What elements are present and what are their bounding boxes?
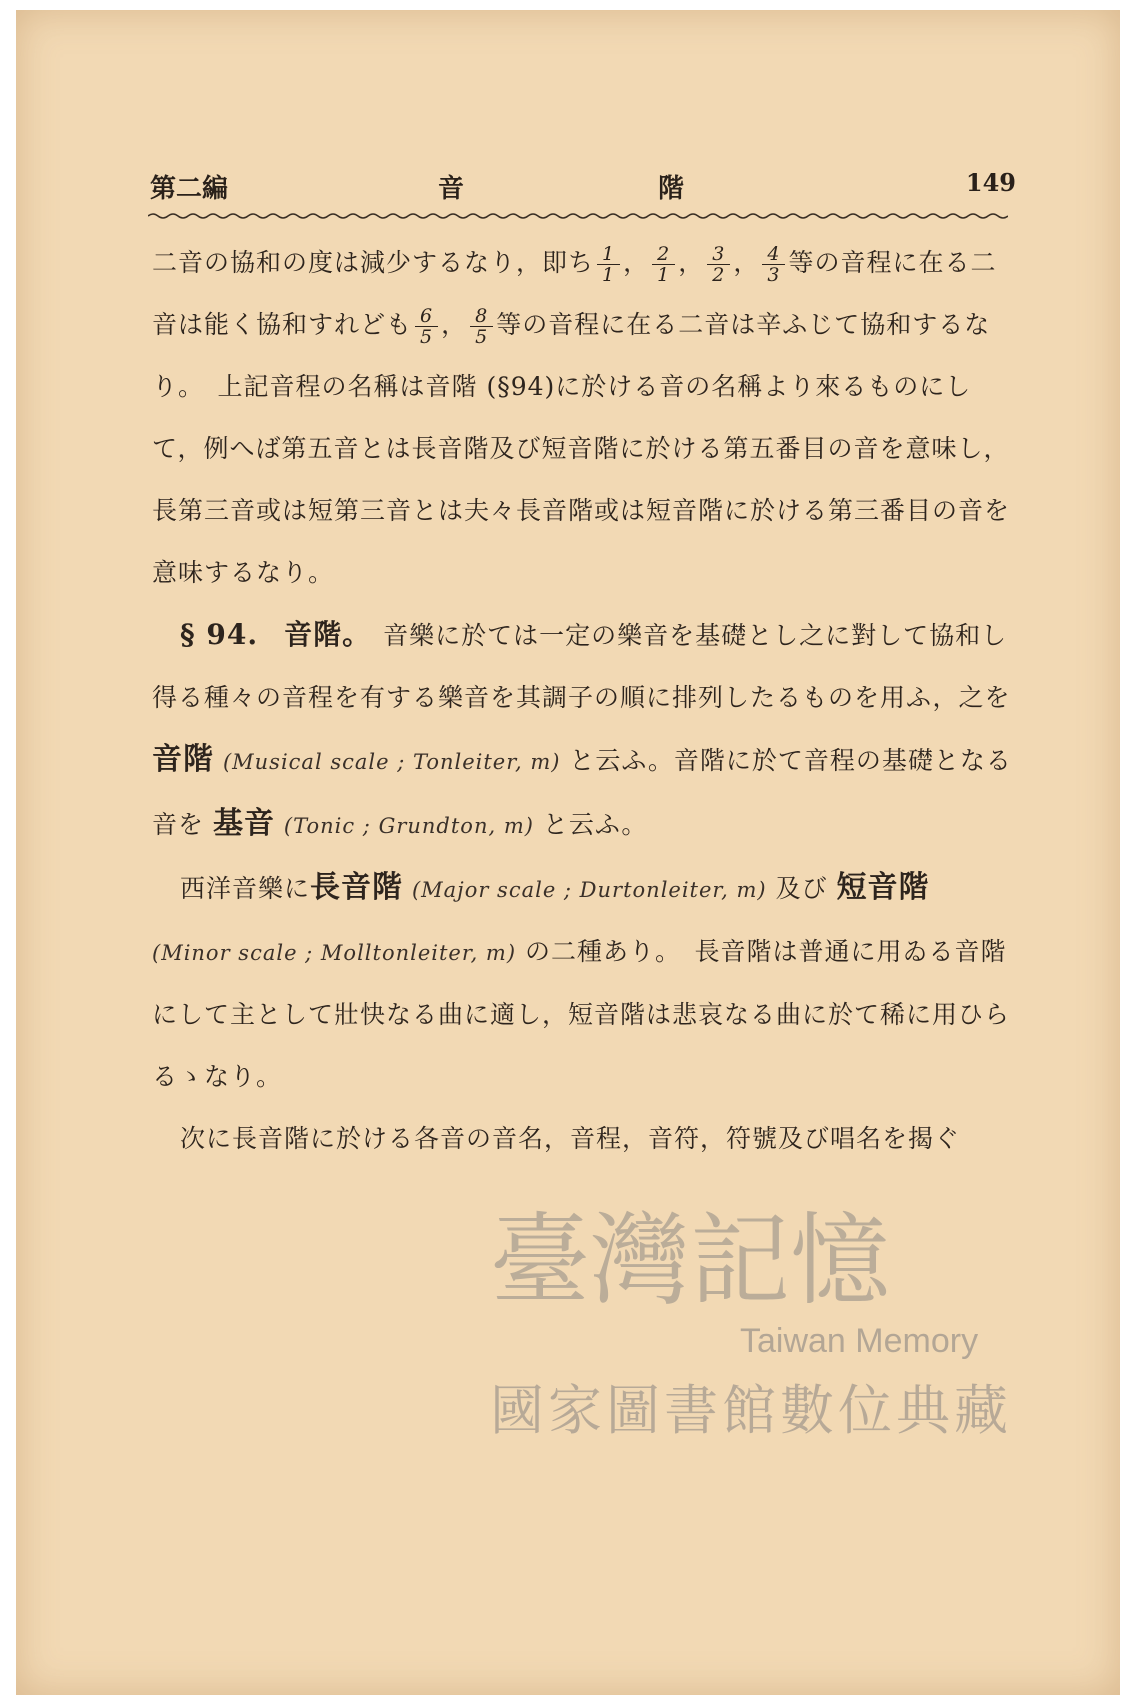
fraction-5-den: 5 [420, 326, 434, 348]
fraction-1-den: 1 [602, 264, 616, 286]
fraction-4-num: 4 [762, 244, 785, 265]
fraction-5-num: 6 [415, 306, 438, 327]
p2-text-a: 音樂に於ては一定の樂音を基礎とし之に對して協和し得る種々の音程を有する樂音を其調子の順に排列したるものを用ふ，之を [152, 621, 1011, 712]
fraction-5 [415, 306, 438, 347]
p4-text: 次に長音階に於ける各音の音名，音程，音符，符號及び唱名を揭ぐ [180, 1124, 961, 1153]
fraction-6-num: 8 [470, 306, 493, 327]
fraction-6 [470, 306, 493, 347]
term-scale: 音階 [152, 742, 214, 777]
p2-text-c: と云ふ。 [542, 810, 648, 839]
library-watermark [490, 1180, 1050, 1440]
p1-text-b: 等の音程に在る二音は能く協和すれども [152, 248, 997, 339]
section-title: 音階。 [284, 618, 358, 651]
p3-text-c: の二種あり。 長音階は普通に用ゐる音階にして主として壯快なる曲に適し，短音階は悲哀なる曲に於て稀に用ひらるゝなり。 [152, 937, 1011, 1091]
paragraph-4 [152, 1108, 1012, 1170]
fraction-3 [707, 244, 730, 285]
page-number: 149 [965, 168, 1016, 197]
watermark-chinese: 臺灣記憶 [490, 1202, 890, 1319]
term-scale-latin: (Musical scale ; Tonleiter, m) [222, 750, 561, 774]
p3-text-a: 西洋音樂に [180, 874, 311, 903]
fraction-3-num: 3 [707, 244, 730, 265]
term-tonic: 基音 [212, 806, 275, 841]
watermark-subtitle: 國家圖書館數位典藏 [490, 1379, 1012, 1442]
watermark-english: Taiwan Memory [740, 1322, 979, 1360]
header-chapter-char-2: 階 [658, 174, 685, 204]
term-minor-latin: (Minor scale ; Molltonleiter, m) [152, 941, 517, 965]
fraction-2-den: 1 [657, 264, 671, 286]
fraction-4 [762, 244, 785, 285]
paragraph-1: 二音の協和の度は減少するなり，即ち $\frac{1}{1}$ ， $\frac{2}{1}$ ， $\frac{3}{2}$ ， $\frac{4}{3}$ 等の音程に在る二音は能く協和すれども $\frac{6}{5}$ ， $\frac{8}{5}$ 等の音程に在る二音は辛ふじて協和するなり。 上記音程の名稱は音階 (§94)に於ける音の名稱より來るものにして，例へば第五音とは長音階及び短音階に於ける第五番目の音を意味し，長第三音或は短第三音とは夫々長音階或は短音階に於ける第三番目の音を意味するなり。 [152, 243, 1011, 587]
header-wavy-rule [148, 212, 1008, 220]
fraction-1 [597, 244, 620, 285]
paragraph-3 [152, 857, 1012, 1108]
body-text [152, 232, 1012, 1170]
header-part-title: 第二編 [150, 174, 229, 204]
term-major-scale: 長音階 [310, 870, 404, 905]
p2-text-b: と云ふ。音階に於て音程の基礎となる音を [152, 746, 1012, 839]
fraction-6-den: 5 [475, 326, 489, 348]
term-major-latin: (Major scale ; Durtonleiter, m) [411, 878, 767, 902]
fraction-4-den: 3 [767, 264, 781, 286]
p1-text-a: 二音の協和の度は減少するなり，即ち [152, 248, 595, 277]
fraction-3-den: 2 [712, 264, 726, 286]
fraction-2 [652, 244, 675, 285]
paragraph-2 [152, 604, 1012, 857]
fraction-1-num: 1 [597, 244, 620, 265]
term-tonic-latin: (Tonic ; Grundton, m) [283, 814, 534, 838]
p3-text-b: 及び [775, 874, 828, 903]
p1-text-c: 等の音程に在る二音は辛ふじて協和するなり。 上記音程の名稱は音階 (§94)に於ける音の名稱より來るものにして，例へば第五音とは長音階及び短音階に於ける第五番目の音を意味し，長第三音或は短第三音とは夫々長音階或は短音階に於ける第三番目の音を意味するなり。 [152, 310, 1011, 587]
running-header [138, 160, 1016, 208]
fraction-2-num: 2 [652, 244, 675, 265]
header-chapter-char-1: 音 [438, 174, 465, 204]
section-number: § 94. [180, 618, 259, 651]
term-minor-scale: 短音階 [836, 870, 930, 905]
